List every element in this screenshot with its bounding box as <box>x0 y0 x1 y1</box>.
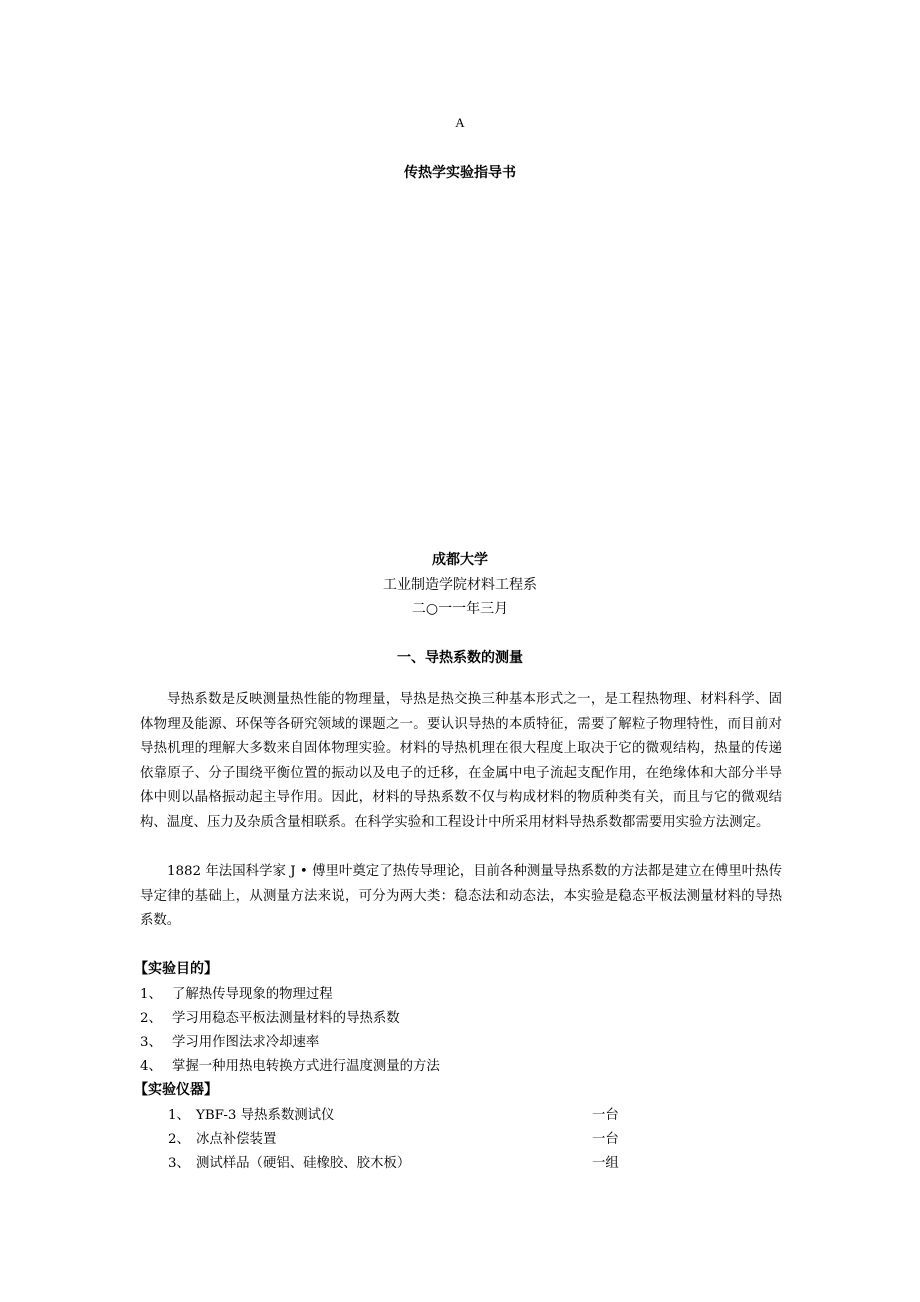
paragraph-intro: 导热系数是反映测量热性能的物理量，导热是热交换三种基本形式之一，是工程热物理、材料科学、固体物理及能源、环保等各研究领域的课题之一。要认识导热的本质特征，需要了解粒子物理特性，而目前对导热机理的理解大多数来自固体物理实验。材料的导热机理在很大程度上取决于它的微观结构，热量的传递依靠原子、分子围绕平衡位置的振动以及电子的迁移，在金属中电子流起支配作用，在绝缘体和大部分半导体中则以晶格振动起主导作用。因此，材料的导热系数不仅与构成材料的物质种类有关，而且与它的微观结构、温度、压力及杂质含量相联系。在科学实验和工程设计中所采用材料导热系数都需要用实验方法测定。 <box>140 692 782 830</box>
objective-number: 2、 <box>140 1011 162 1026</box>
publication-date: 二○一一年三月 <box>411 601 509 617</box>
cover-letter: A <box>455 115 465 130</box>
paragraph-history: 1882 年法国科学家 J • 傅里叶奠定了热传导理论，目前各种测量导热系数的方法都是建立在傅里叶热传导定律的基础上，从测量方法来说，可分为两大类：稳态法和动态法，本实验是稳态平板法测量材料的导热系数。 <box>140 864 782 928</box>
objective-number: 4、 <box>140 1059 162 1074</box>
objective-text: 了解热传导现象的物理过程 <box>172 987 333 1002</box>
instrument-number: 3、 <box>168 1156 190 1171</box>
document-title: 传热学实验指导书 <box>404 165 516 181</box>
section-heading: 一、导热系数的测量 <box>397 650 523 666</box>
objectives-heading: 【实验目的】 <box>134 961 218 977</box>
instrument-number: 2、 <box>168 1132 190 1147</box>
instrument-name: 冰点补偿装置 <box>196 1132 277 1147</box>
university-name: 成都大学 <box>432 552 488 568</box>
instruments-heading: 【实验仪器】 <box>134 1082 218 1098</box>
objective-item <box>140 1031 319 1050</box>
objective-item <box>140 983 333 1002</box>
department-name: 工业制造学院材料工程系 <box>383 577 537 593</box>
objective-item <box>140 1055 440 1074</box>
instrument-row <box>168 1152 628 1171</box>
instrument-quantity: 一台 <box>592 1132 619 1147</box>
instrument-row <box>168 1104 628 1123</box>
objective-text: 学习用稳态平板法测量材料的导热系数 <box>172 1011 400 1026</box>
objective-number: 3、 <box>140 1035 162 1050</box>
objective-text: 掌握一种用热电转换方式进行温度测量的方法 <box>172 1059 440 1074</box>
instrument-quantity: 一台 <box>592 1108 619 1123</box>
instrument-name: YBF-3 导热系数测试仪 <box>196 1108 335 1123</box>
objective-number: 1、 <box>140 987 162 1002</box>
objective-text: 学习用作图法求冷却速率 <box>172 1035 320 1050</box>
instrument-number: 1、 <box>168 1108 190 1123</box>
instrument-row <box>168 1128 628 1147</box>
instrument-name: 测试样品（硬铝、硅橡胶、胶木板） <box>196 1156 411 1171</box>
objective-item <box>140 1007 400 1026</box>
instrument-quantity: 一组 <box>592 1156 619 1171</box>
